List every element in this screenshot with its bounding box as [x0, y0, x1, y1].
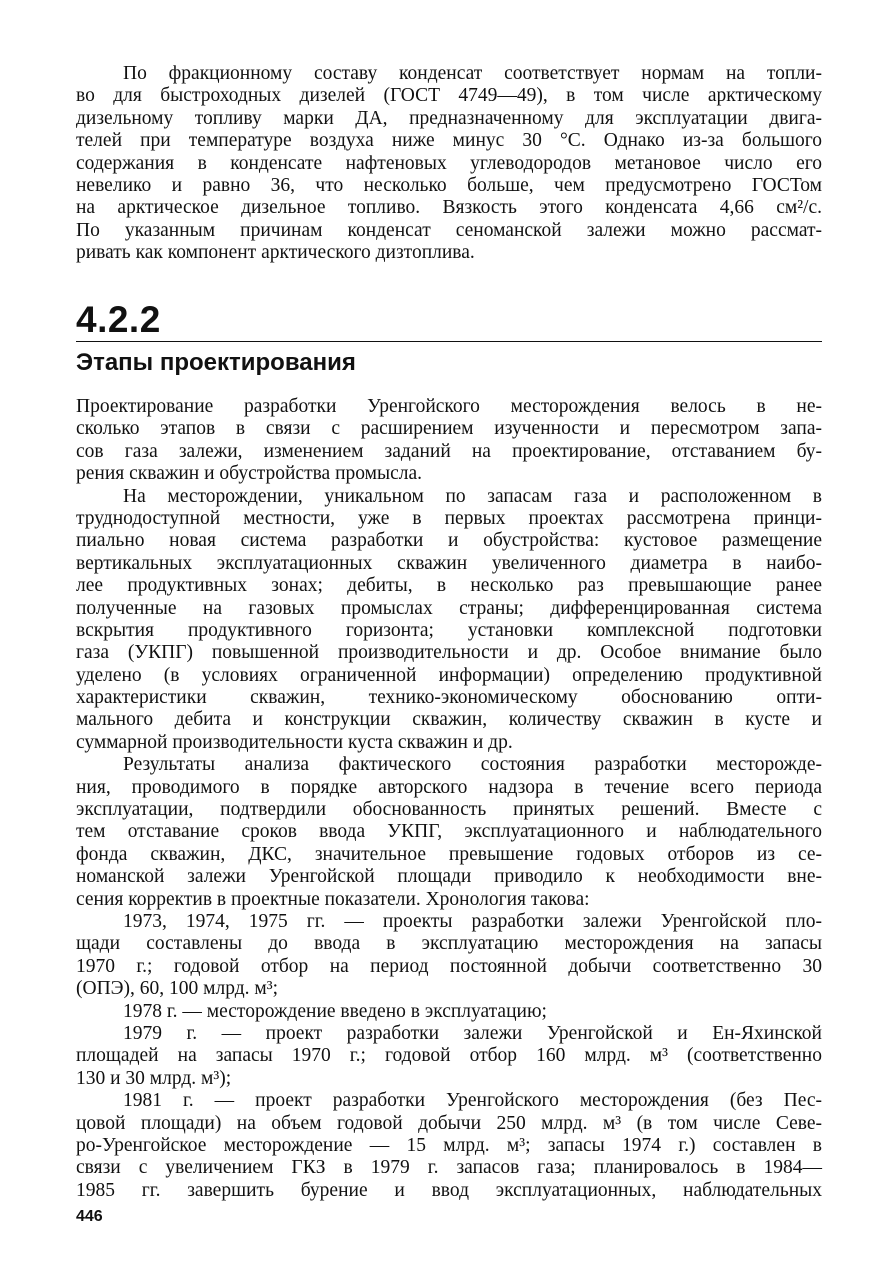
- text-line: 1978 г. — месторождение введено в эксплуатацию;: [123, 1000, 547, 1022]
- intro-text: [76, 63, 822, 265]
- text-line: щади составлены до ввода в эксплуатацию месторождения на запасы: [76, 933, 822, 955]
- text-line: 1970 г.; годовой отбор на период постоянной добычи соответственно 30: [76, 955, 822, 977]
- text-line: По фракционному составу конденсат соответствует нормам на топли-: [123, 63, 822, 84]
- text-line: суммарной производительности куста скважин и др.: [76, 731, 513, 753]
- text-line: лее продуктивных зонах; дебиты, в несколько раз превышающие ранее: [76, 575, 822, 597]
- text-line: По указанным причинам конденсат сеноманской залежи можно рассмат-: [76, 219, 822, 241]
- text-line: эксплуатации, подтвердили обоснованность принятых решений. Вместе с: [76, 799, 822, 821]
- text-line: газа (УКПГ) повышенной производительности и др. Особое внимание было: [76, 642, 822, 664]
- text-line: вертикальных эксплуатационных скважин увеличенного диаметра в наибо-: [76, 552, 822, 574]
- section-number: 4.2.2: [76, 299, 161, 340]
- text-line: 130 и 30 млрд. м³);: [76, 1067, 232, 1089]
- paragraph: [76, 63, 822, 265]
- text-line: пиально новая система разработки и обустройства: кустовое размещение: [76, 530, 822, 552]
- text-line: дизельному топливу марки ДА, предназначенному для эксплуатации двига-: [76, 107, 822, 129]
- text-line: площадей на запасы 1970 г.; годовой отбор 160 млрд. м³ (соответственно: [76, 1045, 822, 1067]
- text-line: (ОПЭ), 60, 100 млрд. м³;: [76, 978, 278, 1000]
- page-number: 446: [76, 1208, 103, 1225]
- text-line: 1981 г. — проект разработки Уренгойского месторождения (без Пес-: [123, 1090, 822, 1112]
- paragraph: [76, 1001, 822, 1023]
- paragraph: [76, 486, 822, 755]
- text-line: сов газа залежи, изменением заданий на проектирование, отставанием бу-: [76, 440, 822, 462]
- body-text: [76, 396, 822, 1202]
- text-line: ния, проводимого в порядке авторского надзора в течение всего периода: [76, 776, 822, 798]
- text-line: уделено (в условиях ограниченной информации) определению продуктивной: [76, 664, 822, 686]
- text-line: невелико и равно 36, что несколько больше, чем предусмотрено ГОСТом: [76, 174, 822, 196]
- text-line: характеристики скважин, технико-экономическому обоснованию опти-: [76, 687, 822, 709]
- text-line: на арктическое дизельное топливо. Вязкость этого конденсата 4,66 см²/с.: [76, 197, 822, 219]
- section-title: Этапы проектирования: [76, 349, 356, 376]
- text-line: тем отставание сроков ввода УКПГ, эксплуатационного и наблюдательного: [76, 821, 822, 843]
- text-line: труднодоступной местности, уже в первых проектах рассмотрена принци-: [76, 507, 822, 529]
- text-line: ро-Уренгойское месторождение — 15 млрд. м³; запасы 1974 г.) составлен в: [76, 1134, 822, 1156]
- text-line: сения корректив в проектные показатели. Хронология такова:: [76, 888, 590, 910]
- text-line: фонда скважин, ДКС, значительное превышение годовых отборов из се-: [76, 843, 822, 865]
- text-line: 1985 гг. завершить бурение и ввод эксплуатационных, наблюдательных: [76, 1179, 822, 1201]
- text-line: цовой площади) на объем годовой добычи 250 млрд. м³ (в том числе Севе-: [76, 1112, 822, 1134]
- text-line: рения скважин и обустройства промысла.: [76, 463, 422, 485]
- text-line: Проектирование разработки Уренгойского месторождения велось в не-: [76, 396, 822, 417]
- text-line: полученные на газовых промыслах страны; дифференцированная система: [76, 597, 822, 619]
- text-line: ривать как компонент арктического дизтоплива.: [76, 242, 475, 264]
- paragraph: [76, 754, 822, 911]
- text-line: связи с увеличением ГКЗ в 1979 г. запасов газа; планировалось в 1984—: [76, 1157, 822, 1179]
- paragraph: [76, 911, 822, 1001]
- text-line: номанской залежи Уренгойской площади приводило к необходимости вне-: [76, 866, 822, 888]
- text-line: содержания в конденсате нафтеновых углеводородов метановое число его: [76, 152, 822, 174]
- text-line: сколько этапов в связи с расширением изученности и пересмотром запа-: [76, 418, 822, 440]
- text-line: телей при температуре воздуха ниже минус 30 °С. Однако из-за большого: [76, 130, 822, 152]
- text-line: во для быстроходных дизелей (ГОСТ 4749—49), в том числе арктическому: [76, 85, 822, 107]
- section-divider: [76, 341, 822, 342]
- text-line: 1979 г. — проект разработки залежи Уренгойской и Ен-Яхинской: [123, 1022, 822, 1044]
- text-line: 1973, 1974, 1975 гг. — проекты разработки залежи Уренгойской пло-: [123, 910, 822, 932]
- paragraph: [76, 1090, 822, 1202]
- text-line: Результаты анализа фактического состояния разработки месторожде-: [123, 754, 822, 776]
- paragraph: [76, 1023, 822, 1090]
- text-line: мального дебита и конструкции скважин, количеству скважин в кусте и: [76, 709, 822, 731]
- text-line: вскрытия продуктивного горизонта; установки комплексной подготовки: [76, 619, 822, 641]
- text-line: На месторождении, уникальном по запасам газа и расположенном в: [123, 485, 822, 507]
- paragraph: [76, 396, 822, 486]
